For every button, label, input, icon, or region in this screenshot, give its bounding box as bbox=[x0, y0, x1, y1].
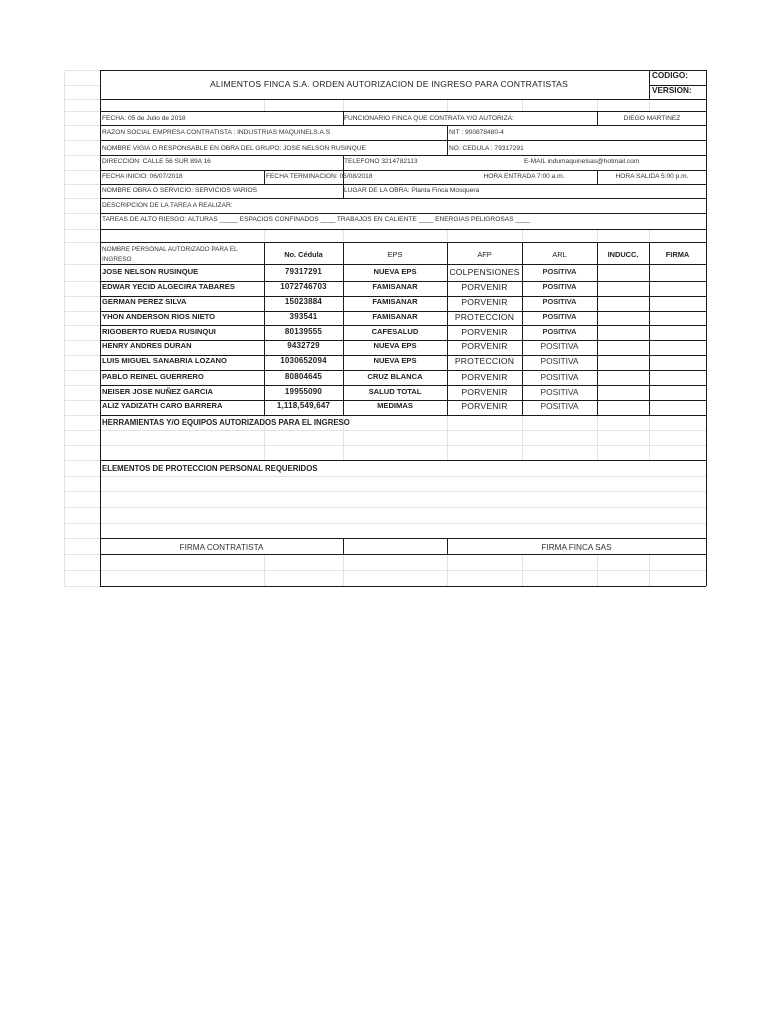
person-cedula: 80139555 bbox=[284, 327, 323, 336]
person-name: ALIZ YADIZATH CARO BARRERA bbox=[102, 401, 223, 410]
person-arl: POSITIVA bbox=[542, 327, 577, 336]
person-cedula: 19955090 bbox=[284, 387, 323, 396]
grid-line bbox=[264, 99, 265, 111]
firma-finca-label: FIRMA FINCA SAS bbox=[541, 543, 612, 552]
grid-line bbox=[64, 125, 100, 126]
col-header-nombre-2: INGRESO bbox=[102, 256, 132, 263]
person-eps: NUEVA EPS bbox=[373, 267, 417, 276]
grid-line bbox=[64, 554, 100, 555]
firma-contratista-label: FIRMA CONTRATISTA bbox=[179, 543, 264, 552]
person-cedula: 79317291 bbox=[284, 267, 323, 276]
grid-line bbox=[64, 170, 100, 171]
person-name: GERMAN PEREZ SILVA bbox=[102, 297, 187, 306]
grid-line bbox=[100, 507, 706, 508]
grid-line bbox=[64, 538, 100, 539]
col-header-eps: EPS bbox=[387, 250, 403, 259]
grid-line bbox=[649, 99, 650, 111]
grid-line bbox=[100, 264, 706, 265]
grid-line bbox=[343, 229, 344, 242]
grid-line bbox=[100, 99, 706, 100]
grid-line bbox=[64, 70, 100, 71]
person-afp: PORVENIR bbox=[461, 401, 508, 411]
person-afp: PORVENIR bbox=[461, 282, 508, 292]
col-header-afp: AFP bbox=[477, 250, 492, 259]
grid-line bbox=[64, 340, 100, 341]
grid-line bbox=[64, 198, 100, 199]
person-cedula: 1030652094 bbox=[280, 356, 327, 365]
grid-line bbox=[100, 325, 706, 326]
hora-entrada-field: HORA ENTRADA 7:00 a.m. bbox=[483, 173, 565, 180]
grid-line bbox=[649, 415, 650, 460]
elementos-section: ELEMENTOS DE PROTECCION PERSONAL REQUERIDOS bbox=[102, 464, 318, 473]
email-field: E-MAIL indumaquinelsas@hotmail.com bbox=[524, 158, 640, 165]
codigo-label: CODIGO: bbox=[652, 71, 688, 80]
version-label: VERSION: bbox=[652, 86, 692, 95]
grid-line bbox=[64, 586, 100, 587]
grid-line bbox=[597, 242, 598, 415]
grid-line bbox=[100, 198, 706, 199]
person-name: JOSE NELSON RUSINQUE bbox=[102, 267, 199, 276]
person-afp: COLPENSIONES bbox=[449, 267, 520, 277]
person-name: LUIS MIGUEL SANABRIA LOZANO bbox=[102, 356, 227, 365]
grid-line bbox=[64, 242, 100, 243]
person-eps: CAFESALUD bbox=[371, 327, 419, 336]
grid-line bbox=[100, 213, 706, 214]
grid-line bbox=[64, 355, 100, 356]
person-eps: MEDIMAS bbox=[377, 401, 413, 410]
col-header-firma: FIRMA bbox=[665, 250, 690, 259]
person-eps: CRUZ BLANCA bbox=[367, 372, 423, 381]
nit-field: NIT : 900878480-4 bbox=[449, 129, 504, 136]
cedula-field: NO. CEDULA : 79317291 bbox=[449, 145, 524, 152]
grid-line bbox=[100, 554, 706, 555]
person-name: YHON ANDERSON RIOS NIETO bbox=[102, 312, 216, 321]
grid-line bbox=[522, 229, 523, 242]
person-eps: FAMISANAR bbox=[372, 297, 418, 306]
person-eps: NUEVA EPS bbox=[373, 341, 417, 350]
grid-line bbox=[649, 229, 650, 242]
grid-line bbox=[64, 229, 100, 230]
grid-line bbox=[64, 507, 100, 508]
grid-line bbox=[649, 554, 650, 586]
person-afp: PORVENIR bbox=[461, 372, 508, 382]
person-cedula: 9432729 bbox=[287, 341, 320, 350]
person-arl: POSITIVA bbox=[542, 312, 577, 321]
person-arl: POSITIVA bbox=[540, 356, 579, 366]
grid-line bbox=[522, 415, 523, 460]
grid-line bbox=[597, 99, 598, 111]
person-afp: PORVENIR bbox=[461, 341, 508, 351]
grid-line bbox=[64, 184, 100, 185]
grid-line bbox=[447, 140, 448, 155]
grid-line bbox=[100, 242, 706, 243]
form-title: ALIMENTOS FINCA S.A. ORDEN AUTORIZACION DE INGRESO PARA CONTRATISTAS bbox=[209, 79, 569, 89]
grid-line bbox=[447, 554, 448, 586]
grid-line bbox=[100, 445, 706, 446]
grid-line bbox=[64, 460, 100, 461]
grid-line bbox=[64, 430, 100, 431]
grid-line bbox=[100, 155, 706, 156]
grid-line bbox=[343, 99, 344, 111]
grid-line bbox=[100, 415, 706, 416]
lugar-field: LUGAR DE LA OBRA: Planta Finca Mosquera bbox=[344, 187, 480, 194]
grid-line bbox=[100, 460, 706, 461]
grid-line bbox=[706, 70, 707, 586]
grid-line bbox=[64, 111, 100, 112]
person-afp: PROTECCION bbox=[454, 312, 515, 322]
grid-line bbox=[64, 445, 100, 446]
grid-line bbox=[343, 538, 344, 554]
grid-line bbox=[649, 70, 650, 99]
grid-line bbox=[597, 415, 598, 460]
grid-line bbox=[447, 415, 448, 460]
person-name: NEISER JOSE NUÑEZ GARCIA bbox=[102, 387, 213, 396]
person-cedula: 80804645 bbox=[284, 372, 323, 381]
person-arl: POSITIVA bbox=[540, 341, 579, 351]
person-arl: POSITIVA bbox=[540, 401, 579, 411]
grid-line bbox=[64, 296, 100, 297]
grid-line bbox=[649, 242, 650, 415]
grid-line bbox=[64, 370, 100, 371]
person-cedula: 15023884 bbox=[284, 297, 323, 306]
obra-field: NOMBRE OBRA O SERVICIO: SERVICIOS VARIOS bbox=[102, 187, 257, 194]
telefono-field: TELEFONO 3214782113 bbox=[344, 158, 418, 165]
person-eps: FAMISANAR bbox=[372, 282, 418, 291]
person-arl: POSITIVA bbox=[540, 387, 579, 397]
person-arl: POSITIVA bbox=[542, 297, 577, 306]
grid-line bbox=[447, 125, 448, 140]
grid-line bbox=[100, 491, 706, 492]
grid-line bbox=[100, 370, 706, 371]
hora-salida-field: HORA SALIDA 5:00 p.m. bbox=[615, 173, 689, 180]
vigia-field: NOMBRE VIGIA O RESPONSABLE EN OBRA DEL GRUPO: JOSE NELSON RUSINQUE bbox=[102, 145, 366, 152]
person-afp: PORVENIR bbox=[461, 297, 508, 307]
fecha-terminacion-field: FECHA TERMINACION: 05/08/2018 bbox=[266, 173, 373, 180]
person-cedula: 1,118,549,647 bbox=[276, 401, 331, 410]
grid-line bbox=[100, 586, 706, 587]
grid-line bbox=[64, 213, 100, 214]
person-name: EDWAR YECID ALGECIRA TABARES bbox=[102, 282, 235, 291]
grid-line bbox=[522, 554, 523, 586]
grid-line bbox=[64, 99, 100, 100]
grid-line bbox=[64, 415, 100, 416]
grid-line bbox=[64, 385, 100, 386]
person-arl: POSITIVA bbox=[542, 267, 577, 276]
authorization-form-sheet bbox=[64, 70, 706, 586]
grid-line bbox=[100, 229, 706, 230]
grid-line bbox=[100, 140, 706, 141]
grid-line bbox=[64, 491, 100, 492]
grid-line bbox=[100, 170, 706, 171]
grid-line bbox=[597, 554, 598, 586]
grid-line bbox=[100, 430, 706, 431]
person-name: HENRY ANDRES DURAN bbox=[102, 341, 192, 350]
person-cedula: 393541 bbox=[289, 312, 318, 321]
grid-line bbox=[264, 170, 265, 184]
fecha-field: FECHA: 05 de Julio de 2018 bbox=[102, 115, 186, 122]
grid-line bbox=[64, 400, 100, 401]
grid-line bbox=[64, 311, 100, 312]
grid-line bbox=[100, 538, 706, 539]
funcionario-field: FUNCIONARIO FINCA QUE CONTRATA Y/O AUTORIZA: bbox=[344, 115, 514, 122]
col-header-inducc: INDUCC. bbox=[607, 250, 639, 259]
funcionario-nombre: DIEGO MARTINEZ bbox=[623, 115, 681, 122]
person-arl: POSITIVA bbox=[540, 372, 579, 382]
grid-line bbox=[522, 99, 523, 111]
grid-line bbox=[100, 70, 706, 71]
grid-line bbox=[64, 155, 100, 156]
grid-line bbox=[343, 554, 344, 586]
col-header-arl: ARL bbox=[552, 250, 567, 259]
col-header-nombre-1: NOMBRE PERSONAL AUTORIZADO PARA EL bbox=[102, 246, 238, 253]
grid-line bbox=[64, 85, 100, 86]
tareas-alto-riesgo: TAREAS DE ALTO RIESGO: ALTURAS _____ ESPACIOS CONFINADOS ____ TRABAJOS EN CALIENTE ____ ENERGIAS PELIGROSAS ____ bbox=[102, 216, 531, 223]
person-name: RIGOBERTO RUEDA RUSINQUI bbox=[102, 327, 216, 336]
person-arl: POSITIVA bbox=[542, 282, 577, 291]
grid-line bbox=[64, 570, 100, 571]
grid-line bbox=[64, 325, 100, 326]
grid-line bbox=[100, 523, 706, 524]
grid-line bbox=[100, 476, 706, 477]
fecha-inicio-field: FECHA INICIO: 06/07/2018 bbox=[102, 173, 183, 180]
person-afp: PORVENIR bbox=[461, 327, 508, 337]
grid-line bbox=[64, 281, 100, 282]
grid-line bbox=[64, 70, 65, 586]
grid-line bbox=[100, 111, 706, 112]
descripcion-field: DESCRIPCION DE LA TAREA A REALIZAR: bbox=[102, 202, 233, 209]
col-header-cedula: No. Cédula bbox=[284, 250, 323, 259]
person-cedula: 1072746703 bbox=[280, 282, 327, 291]
person-name: PABLO REINEL GUERRERO bbox=[102, 372, 204, 381]
grid-line bbox=[100, 570, 706, 571]
grid-line bbox=[100, 385, 706, 386]
razon-social-field: RAZON SOCIAL EMPRESA CONTRATISTA : INDUSTRIAS MAQUINELS.A.S bbox=[102, 129, 331, 136]
grid-line bbox=[64, 140, 100, 141]
grid-line bbox=[100, 70, 101, 586]
person-afp: PORVENIR bbox=[461, 387, 508, 397]
grid-line bbox=[64, 476, 100, 477]
herramientas-section: HERRAMIENTAS Y/O EQUIPOS AUTORIZADOS PARA EL INGRESO bbox=[102, 418, 350, 427]
grid-line bbox=[264, 229, 265, 242]
person-eps: SALUD TOTAL bbox=[368, 387, 422, 396]
grid-line bbox=[64, 523, 100, 524]
grid-line bbox=[597, 229, 598, 242]
person-eps: NUEVA EPS bbox=[373, 356, 417, 365]
person-eps: FAMISANAR bbox=[372, 312, 418, 321]
grid-line bbox=[64, 264, 100, 265]
grid-line bbox=[447, 229, 448, 242]
grid-line bbox=[264, 554, 265, 586]
person-afp: PROTECCION bbox=[454, 356, 515, 366]
direccion-field: DIRECCION: CALLE 56 SUR 89A 16 bbox=[102, 158, 211, 165]
grid-line bbox=[100, 125, 706, 126]
grid-line bbox=[100, 184, 706, 185]
grid-line bbox=[447, 99, 448, 111]
